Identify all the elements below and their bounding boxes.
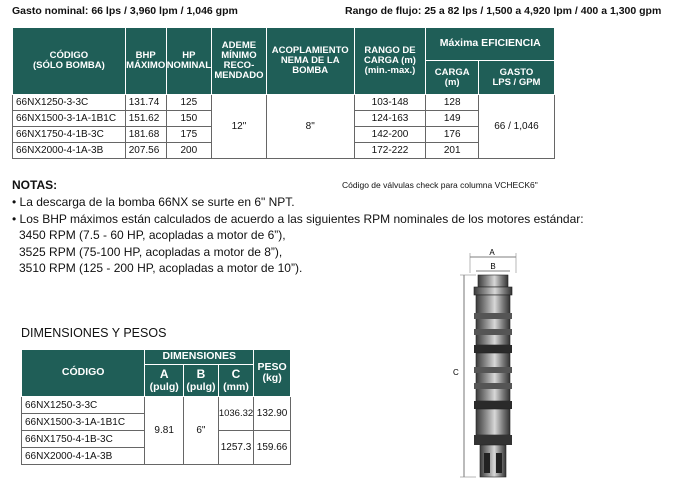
bhp-cell: 207.56 xyxy=(125,143,166,159)
code-cell: 66NX1500-3-1A-1B1C xyxy=(22,414,145,431)
bhp-cell: 131.74 xyxy=(125,95,166,111)
code-cell: 66NX2000-4-1A-3B xyxy=(13,143,126,159)
hp-cell: 175 xyxy=(166,127,211,143)
rpm-line: 3510 RPM (125 - 200 HP, acopladas a motor de 10”). xyxy=(19,261,303,275)
nominal-flow-text: Gasto nominal: 66 lps / 3,960 lpm / 1,046 gpm xyxy=(12,5,238,17)
code-cell: 66NX1750-4-1B-3C xyxy=(22,431,145,448)
dimensions-table xyxy=(21,349,291,465)
hp-cell: 150 xyxy=(166,111,211,127)
carga-cell: 128 xyxy=(426,95,478,111)
b-cell: 6" xyxy=(184,397,219,465)
header-b: B (pulg) xyxy=(184,365,219,397)
c-cell: 1257.3 xyxy=(218,431,253,465)
code-cell: 66NX2000-4-1A-3B xyxy=(22,448,145,465)
performance-table xyxy=(12,27,555,159)
code-cell: 66NX1250-3-3C xyxy=(13,95,126,111)
weight-cell: 159.66 xyxy=(254,431,291,465)
check-valve-note: Código de válvulas check para columna VCHECK6" xyxy=(342,180,538,190)
range-cell: 142-200 xyxy=(354,127,426,143)
header-hp: HP NOMINAL xyxy=(166,28,211,95)
header-carga: CARGA (m) xyxy=(426,61,478,95)
pump-body xyxy=(474,275,512,477)
note-bullet: • Los BHP máximos están calculados de acuerdo a las siguientes RPM nominales de los motores estándar: xyxy=(12,211,584,226)
bhp-cell: 181.68 xyxy=(125,127,166,143)
flow-range-text: Rango de flujo: 25 a 82 lps / 1,500 a 4,920 lpm / 400 a 1,300 gpm xyxy=(345,5,662,17)
rpm-line: 3450 RPM (7.5 - 60 HP, acopladas a motor de 6”), xyxy=(19,228,286,242)
header-code: CÓDIGO xyxy=(22,350,145,397)
header-c: C (mm) xyxy=(218,365,253,397)
carga-cell: 149 xyxy=(426,111,478,127)
dimensions-title: DIMENSIONES Y PESOS xyxy=(21,326,167,340)
header-ademe: ADEME MÍNIMO RECO- MENDADO xyxy=(212,28,267,95)
header-weight: PESO (kg) xyxy=(254,350,291,397)
notes-title: NOTAS: xyxy=(12,178,58,192)
weight-cell: 132.90 xyxy=(254,397,291,431)
label-a: A xyxy=(489,248,495,257)
notes-body xyxy=(12,194,692,277)
header-coupling: ACOPLAMIENTO NEMA DE LA BOMBA xyxy=(266,28,354,95)
header-dimensions: DIMENSIONES xyxy=(145,350,254,365)
range-cell: 103-148 xyxy=(354,95,426,111)
ademe-cell: 12" xyxy=(212,95,267,159)
label-c: C xyxy=(453,368,459,377)
dimension-c-line xyxy=(460,275,476,477)
pump-drawing xyxy=(440,245,550,482)
header-load-range: RANGO DE CARGA (m) (min.-max.) xyxy=(354,28,426,95)
carga-cell: 201 xyxy=(426,143,478,159)
header-bhp: BHP MÁXIMO xyxy=(125,28,166,95)
code-cell: 66NX1500-3-1A-1B1C xyxy=(13,111,126,127)
rpm-line: 3525 RPM (75-100 HP, acopladas a motor de 8”), xyxy=(19,244,283,259)
code-cell: 66NX1250-3-3C xyxy=(22,397,145,414)
gasto-cell: 66 / 1,046 xyxy=(478,95,554,159)
range-cell: 124-163 xyxy=(354,111,426,127)
coupling-cell: 8" xyxy=(266,95,354,159)
header-max-efficiency: Máxima EFICIENCIA xyxy=(426,28,555,61)
note-bullet: • La descarga de la bomba 66NX se surte en 6" NPT. xyxy=(12,195,295,209)
header-gasto: GASTO LPS / GPM xyxy=(478,61,554,95)
code-cell: 66NX1750-4-1B-3C xyxy=(13,127,126,143)
header-a: A (pulg) xyxy=(145,365,184,397)
c-cell: 1036.32 xyxy=(218,397,253,431)
header-code: CÓDIGO (SÓLO BOMBA) xyxy=(13,28,126,95)
label-b: B xyxy=(490,262,496,271)
hp-cell: 200 xyxy=(166,143,211,159)
hp-cell: 125 xyxy=(166,95,211,111)
range-cell: 172-222 xyxy=(354,143,426,159)
table-row xyxy=(13,95,555,111)
bhp-cell: 151.62 xyxy=(125,111,166,127)
table-row xyxy=(22,397,291,414)
a-cell: 9.81 xyxy=(145,397,184,465)
carga-cell: 176 xyxy=(426,127,478,143)
